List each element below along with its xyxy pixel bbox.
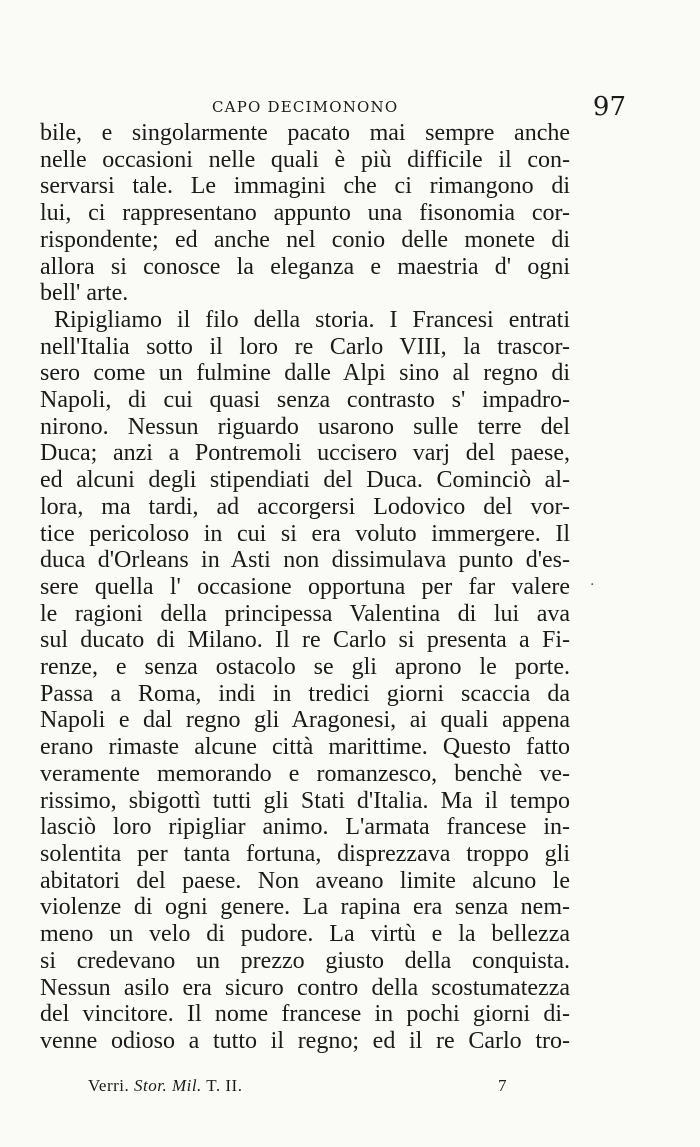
text-line: tice pericoloso in cui si era voluto immergere. Il: [40, 520, 570, 547]
text-line: venne odioso a tutto il regno; ed il re Carlo tro-: [40, 1027, 570, 1054]
text-line: servarsi tale. Le immagini che ci rimangono di: [40, 173, 570, 200]
signature-author: Verri.: [88, 1076, 130, 1095]
text-line: veramente memorando e romanzesco, benchè ve-: [40, 760, 570, 787]
text-line: erano rimaste alcune città marittime. Questo fatto: [40, 734, 570, 761]
signature-line: [88, 1076, 242, 1096]
sheet-number: 7: [498, 1076, 507, 1095]
page-number: 97: [592, 92, 626, 122]
text-line: sere quella l' occasione opportuna per far valere: [40, 573, 570, 600]
page-footer: [88, 1076, 528, 1106]
text-line: lora, ma tardi, ad accorgersi Lodovico del vor-: [40, 493, 570, 520]
text-line: bile, e singolarmente pacato mai sempre anche: [40, 120, 570, 146]
text-line: Ripigliamo il filo della storia. I Francesi entrati: [54, 306, 570, 333]
paragraph-1: [40, 120, 570, 307]
text-line: del vincitore. Il nome francese in pochi giorni di-: [40, 1001, 570, 1028]
margin-mark: .: [590, 573, 595, 589]
text-line: rissimo, sbigottì tutti gli Stati d'Italia. Ma il tempo: [40, 787, 570, 814]
text-line: violenze di ogni genere. La rapina era senza nem-: [40, 894, 570, 921]
text-line: renze, e senza ostacolo se gli aprono le porte.: [40, 654, 570, 681]
text-line: sul ducato di Milano. Il re Carlo si presenta a Fi-: [40, 627, 570, 654]
text-line: nelle occasioni nelle quali è più difficile il con-: [40, 146, 570, 173]
text-line: allora si conosce la eleganza e maestria d' ogni: [40, 253, 570, 280]
text-line: sero come un fulmine dalle Alpi sino al regno di: [40, 360, 570, 387]
text-line: ed alcuni degli stipendiati del Duca. Cominciò al-: [40, 467, 570, 494]
text-line: solentita per tanta fortuna, disprezzava troppo gli: [40, 840, 570, 867]
text-line: si credevano un prezzo giusto della conquista.: [40, 947, 570, 974]
text-line: nirono. Nessun riguardo usarono sulle terre del: [40, 413, 570, 440]
text-line: Napoli, di cui quasi senza contrasto s' impadro-: [40, 387, 570, 414]
running-title: CAPO DECIMONONO: [212, 98, 399, 116]
paragraph-2: [40, 307, 570, 1055]
text-line: lui, ci rappresentano appunto una fisonomia cor-: [40, 200, 570, 227]
text-line: lasciò loro ripigliar animo. L'armata francese in-: [40, 814, 570, 841]
text-line: nell'Italia sotto il loro re Carlo VIII, la trascor-: [40, 333, 570, 360]
body-text: [40, 120, 570, 1055]
text-line: Nessun asilo era sicuro contro della scostumatezza: [40, 974, 570, 1001]
text-line: Napoli e dal regno gli Aragonesi, ai quali appena: [40, 707, 570, 734]
text-line: duca d'Orleans in Asti non dissimulava punto d'es-: [40, 547, 570, 574]
signature-volume: T. II.: [206, 1076, 243, 1095]
text-line: Duca; anzi a Pontremoli uccisero varj del paese,: [40, 440, 570, 467]
signature-title: Stor. Mil.: [133, 1076, 202, 1095]
text-line: bell' arte.: [40, 280, 129, 307]
text-line: abitatori del paese. Non aveano limite alcuno le: [40, 867, 570, 894]
text-line: rispondente; ed anche nel conio delle monete di: [40, 226, 570, 253]
text-line: meno un velo di pudore. La virtù e la bellezza: [40, 921, 570, 948]
text-line: le ragioni della principessa Valentina di lui ava: [40, 600, 570, 627]
text-line: Passa a Roma, indi in tredici giorni scaccia da: [40, 680, 570, 707]
